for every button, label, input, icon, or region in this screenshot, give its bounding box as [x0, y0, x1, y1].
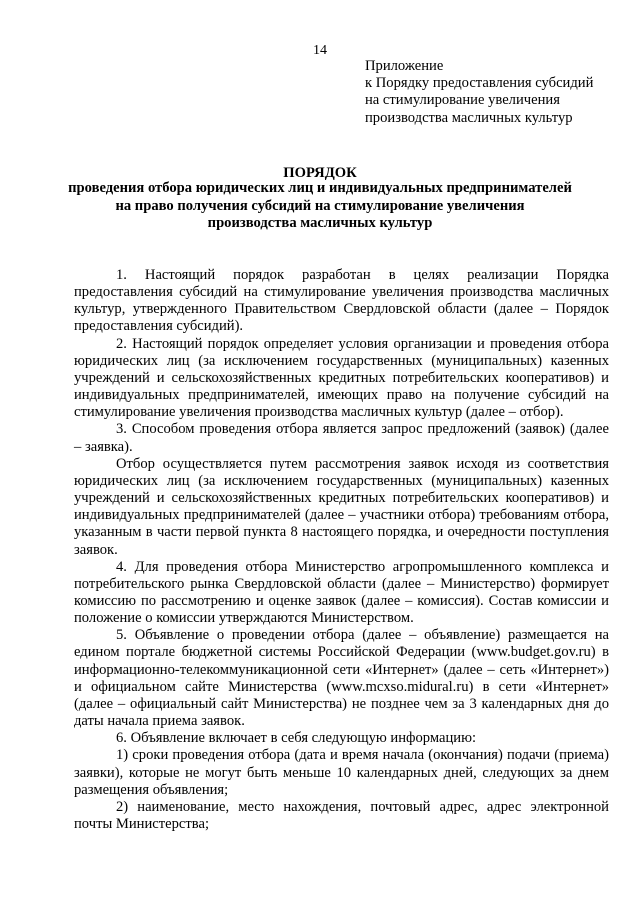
appendix-line: Приложение: [365, 58, 444, 74]
paragraph: 3. Способом проведения отбора является запрос предложений (заявок) (далее – заявка).: [74, 421, 609, 455]
subtitle-line: производства масличных культур: [207, 215, 433, 231]
document-title: ПОРЯДОК: [283, 165, 357, 181]
appendix-line: на стимулирование увеличения: [365, 92, 560, 109]
document-body: [74, 267, 609, 833]
subtitle-line: на право получения субсидий на стимулирование увеличения: [115, 197, 525, 214]
paragraph: 6. Объявление включает в себя следующую информацию:: [116, 730, 477, 747]
appendix-line: к Порядку предоставления субсидий: [365, 75, 594, 92]
appendix-header: [365, 58, 625, 127]
document-subtitle: [60, 180, 580, 233]
paragraph: 2. Настоящий порядок определяет условия организации и проведения отбора юридических лиц (за исключением государственных (муниципальных) казенных учреждений и сельскохозяйственных кредитных потребительских кооперативов) и индивидуальных предпринимателей, имеющих право на получение субсидий на стимулирование увеличения производства масличных культур (далее – отбор).: [74, 335, 609, 421]
paragraph: 1) сроки проведения отбора (дата и время начала (окончания) подачи (приема) заявки), которые не могут быть меньше 10 календарных дней, следующих за днем размещения объявления;: [74, 747, 609, 798]
appendix-line: производства масличных культур: [365, 109, 573, 126]
paragraph: 5. Объявление о проведении отбора (далее – объявление) размещается на едином портале бюджетной системы Российской Федерации (www.budget.gov.ru) в информационно-телекоммуникационной сети «Интернет» (далее – сеть «Интернет») и официальном сайте Министерства (www.mcxso.midural.ru) в сети «Интернет» (далее – официальный сайт Министерства) не позднее чем за 3 календарных дня до даты начала приема заявок.: [74, 627, 609, 730]
subtitle-line: проведения отбора юридических лиц и индивидуальных предпринимателей: [68, 180, 572, 196]
paragraph: 4. Для проведения отбора Министерство агропромышленного комплекса и потребительского рынка Свердловской области (далее – Министерство) формирует комиссию по рассмотрению и оценке заявок (далее – комиссия). Состав комиссии и положение о комиссии утверждаются Министерством.: [74, 558, 609, 627]
paragraph: Отбор осуществляется путем рассмотрения заявок исходя из соответствия юридических лиц (за исключением государственных (муниципальных) казенных учреждений и сельскохозяйственных кредитных потребительских кооперативов) и индивидуальных предпринимателей (далее – участники отбора) требованиям отбора, указанным в части первой пункта 8 настоящего порядка, и очередности поступления заявок.: [74, 455, 609, 558]
paragraph: 2) наименование, место нахождения, почтовый адрес, адрес электронной почты Министерства;: [74, 798, 609, 832]
paragraph: 1. Настоящий порядок разработан в целях реализации Порядка предоставления субсидий на стимулирование увеличения производства масличных культур, утвержденного Правительством Свердловской области (далее – Порядок предоставления субсидий).: [74, 267, 609, 335]
page-number: 14: [313, 43, 327, 58]
